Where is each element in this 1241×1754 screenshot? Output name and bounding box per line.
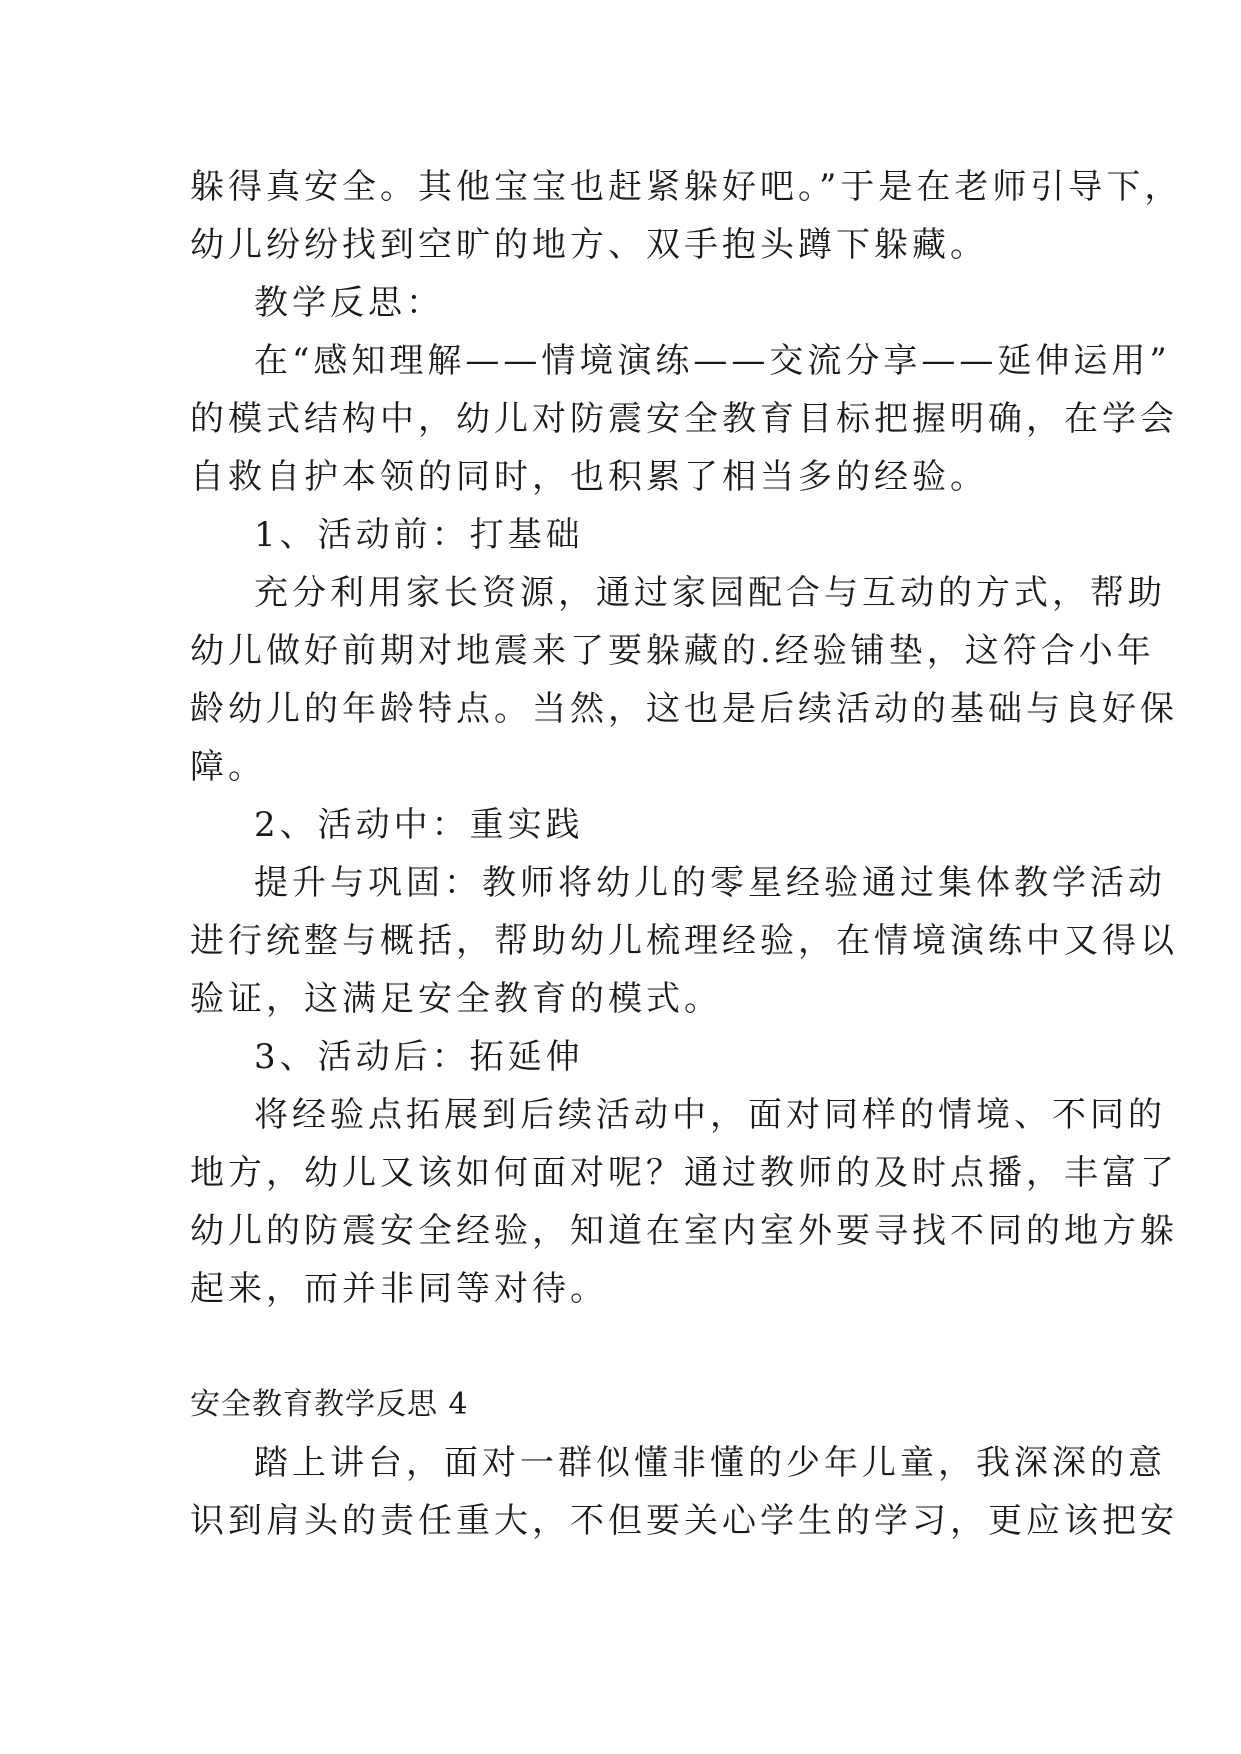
section-title: 安全教育教学反思 4 (190, 1387, 469, 1422)
paragraph-line: 踏上讲台，面对一群似懂非懂的少年儿童，我深深的意 (254, 1443, 1166, 1483)
document-body (190, 158, 1183, 1550)
paragraph-line: 龄幼儿的年龄特点。当然，这也是后续活动的基础与良好保 (190, 689, 1178, 729)
section-gap (190, 1318, 1070, 1376)
paragraph-line: 识到肩头的责任重大，不但要关心学生的学习，更应该把安 (190, 1501, 1178, 1541)
paragraph-line: 验证，这满足安全教育的模式。 (190, 979, 722, 1019)
subheading-after-activity: 3、活动后：拓延伸 (254, 1037, 584, 1077)
paragraph-line: 地方，幼儿又该如何面对呢？通过教师的及时点播，丰富了 (190, 1153, 1178, 1193)
paragraph-line: 幼儿的防震安全经验，知道在室内室外要寻找不同的地方躲 (190, 1211, 1178, 1251)
subheading-during-activity: 2、活动中：重实践 (254, 805, 584, 845)
paragraph-line: 躲得真安全。其他宝宝也赶紧躲好吧。”于是在老师引导下， (190, 167, 1183, 207)
paragraph-line: 的模式结构中，幼儿对防震安全教育目标把握明确，在学会 (190, 399, 1178, 439)
paragraph-line: 幼儿做好前期对地震来了要躲藏的.经验铺垫，这符合小年 (190, 631, 1155, 671)
paragraph-line: 在“感知理解——情境演练——交流分享——延伸运用” (254, 341, 1171, 381)
paragraph-line: 障。 (190, 747, 266, 787)
paragraph-line: 起来，而并非同等对待。 (190, 1269, 608, 1309)
paragraph-line: 将经验点拓展到后续活动中，面对同样的情境、不同的 (254, 1095, 1166, 1135)
heading-reflection: 教学反思： (254, 283, 444, 323)
paragraph-line: 自救自护本领的同时，也积累了相当多的经验。 (190, 457, 988, 497)
subheading-before-activity: 1、活动前：打基础 (254, 515, 584, 555)
paragraph-line: 提升与巩固：教师将幼儿的零星经验通过集体教学活动 (254, 863, 1166, 903)
paragraph-line: 充分利用家长资源，通过家园配合与互动的方式，帮助 (254, 573, 1166, 613)
paragraph-line: 幼儿纷纷找到空旷的地方、双手抱头蹲下躲藏。 (190, 225, 988, 265)
paragraph-line: 进行统整与概括，帮助幼儿梳理经验，在情境演练中又得以 (190, 921, 1178, 961)
